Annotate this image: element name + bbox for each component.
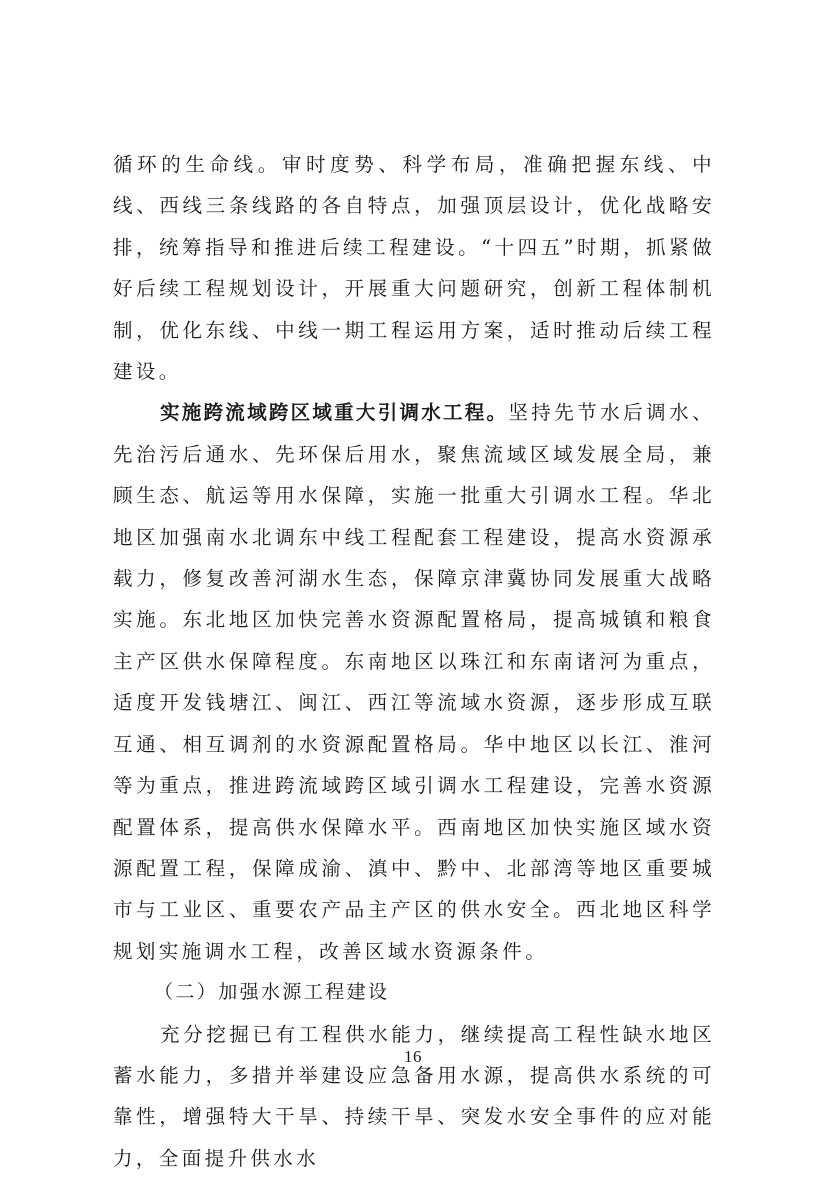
paragraph-water-source: 充分挖掘已有工程供水能力，继续提高工程性缺水地区蓄水能力，多措并举建设应急备用水源，提高供水系统的可靠性，增强特大干旱、持续干旱、突发水安全事件的应对能力，全面提升供水水 — [113, 1022, 715, 1170]
page-number: 16 — [404, 1047, 422, 1066]
paragraph-water-diversion — [113, 392, 715, 972]
paragraph-continuation: 循环的生命线。审时度势、科学布局，准确把握东线、中线、西线三条线路的各自特点，加强顶层设计，优化战略安排，统筹指导和推进后续工程建设。“十四五”时期，抓紧做好后续工程规划设计，开展重大问题研究，创新工程体制机制，优化东线、中线一期工程运用方案，适时推动后续工程建设。 — [113, 153, 715, 384]
paragraph-body-text: 坚持先节水后调水、先治污后通水、先环保后用水，聚焦流域区域发展全局，兼顾生态、航运等用水保障，实施一批重大引调水工程。华北地区加强南水北调东中线工程配套工程建设，提高水资源承载力，修复改善河湖水生态，保障京津冀协同发展重大战略实施。东北地区加快完善水资源配置格局，提高城镇和粮食主产区供水保障程度。东南地区以珠江和东南诸河为重点，适度开发钱塘江、闽江、西江等流域水资源，逐步形成互联互通、相互调剂的水资源配置格局。华中地区以长江、淮河等为重点，推进跨流域跨区域引调水工程建设，完善水资源配置体系，提高供水保障水平。西南地区加快实施区域水资源配置工程，保障成渝、滇中、黔中、北部湾等地区重要城市与工业区、重要农产品主产区的供水安全。西北地区科学规划实施调水工程，改善区域水资源条件。 — [113, 401, 715, 963]
section-heading: （二）加强水源工程建设 — [154, 981, 390, 1004]
paragraph-lead-phrase: 实施跨流域跨区域重大引调水工程。 — [160, 401, 509, 425]
page-body — [113, 144, 715, 1179]
